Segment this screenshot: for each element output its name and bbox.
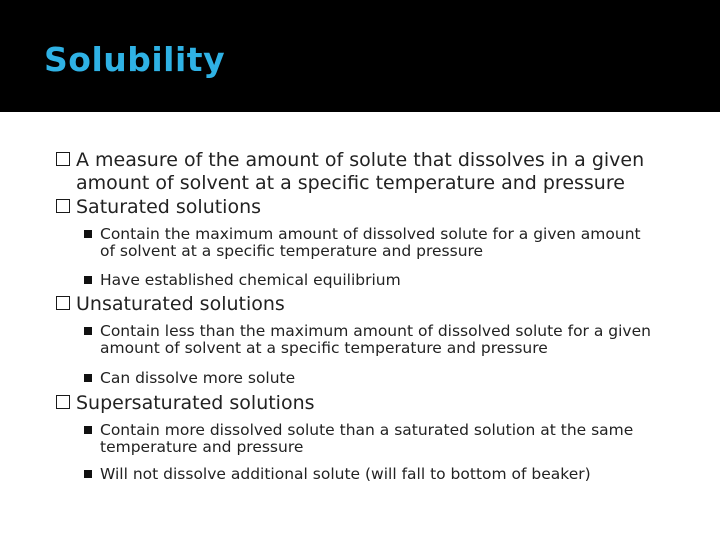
sub-bullet-text: Contain more dissolved solute than a saturated solution at the same temperature and pressure: [100, 421, 634, 456]
sub-bullet-supersaturated-2: [100, 466, 712, 483]
sub-bullet-text: Can dissolve more solute: [100, 369, 296, 387]
sub-bullet-text: Have established chemical equilibrium: [100, 271, 401, 289]
checkbox-bullet-icon: [56, 152, 70, 166]
bullet-saturated: [76, 196, 696, 219]
square-bullet-icon: [84, 470, 92, 478]
bullet-text: Unsaturated solutions: [76, 293, 285, 315]
bullet-unsaturated: [76, 293, 696, 316]
checkbox-bullet-icon: [56, 296, 70, 310]
square-bullet-icon: [84, 426, 92, 434]
bullet-text: Saturated solutions: [76, 196, 262, 218]
slide-title: Solubility: [44, 40, 226, 79]
sub-bullet-saturated-2: [100, 272, 710, 289]
sub-bullet-text: Contain the maximum amount of dissolved solute for a given amount of solvent at a specific temperature and pressure: [100, 225, 641, 260]
checkbox-bullet-icon: [56, 199, 70, 213]
square-bullet-icon: [84, 230, 92, 238]
checkbox-bullet-icon: [56, 395, 70, 409]
sub-bullet-saturated-1: [100, 226, 660, 260]
bullet-text: A measure of the amount of solute that dissolves in a given amount of solvent at a specific temperature and pressure: [76, 149, 645, 194]
square-bullet-icon: [84, 276, 92, 284]
sub-bullet-unsaturated-1: [100, 323, 690, 357]
square-bullet-icon: [84, 374, 92, 382]
sub-bullet-unsaturated-2: [100, 370, 710, 387]
sub-bullet-supersaturated-1: [100, 422, 712, 456]
sub-bullet-text: Will not dissolve additional solute (will fall to bottom of beaker): [100, 465, 591, 483]
sub-bullet-text: Contain less than the maximum amount of dissolved solute for a given amount of solvent at a specific temperature and pressure: [100, 322, 651, 357]
bullet-supersaturated: [76, 392, 696, 415]
square-bullet-icon: [84, 327, 92, 335]
bullet-text: Supersaturated solutions: [76, 392, 315, 414]
bullet-definition: [76, 149, 686, 195]
